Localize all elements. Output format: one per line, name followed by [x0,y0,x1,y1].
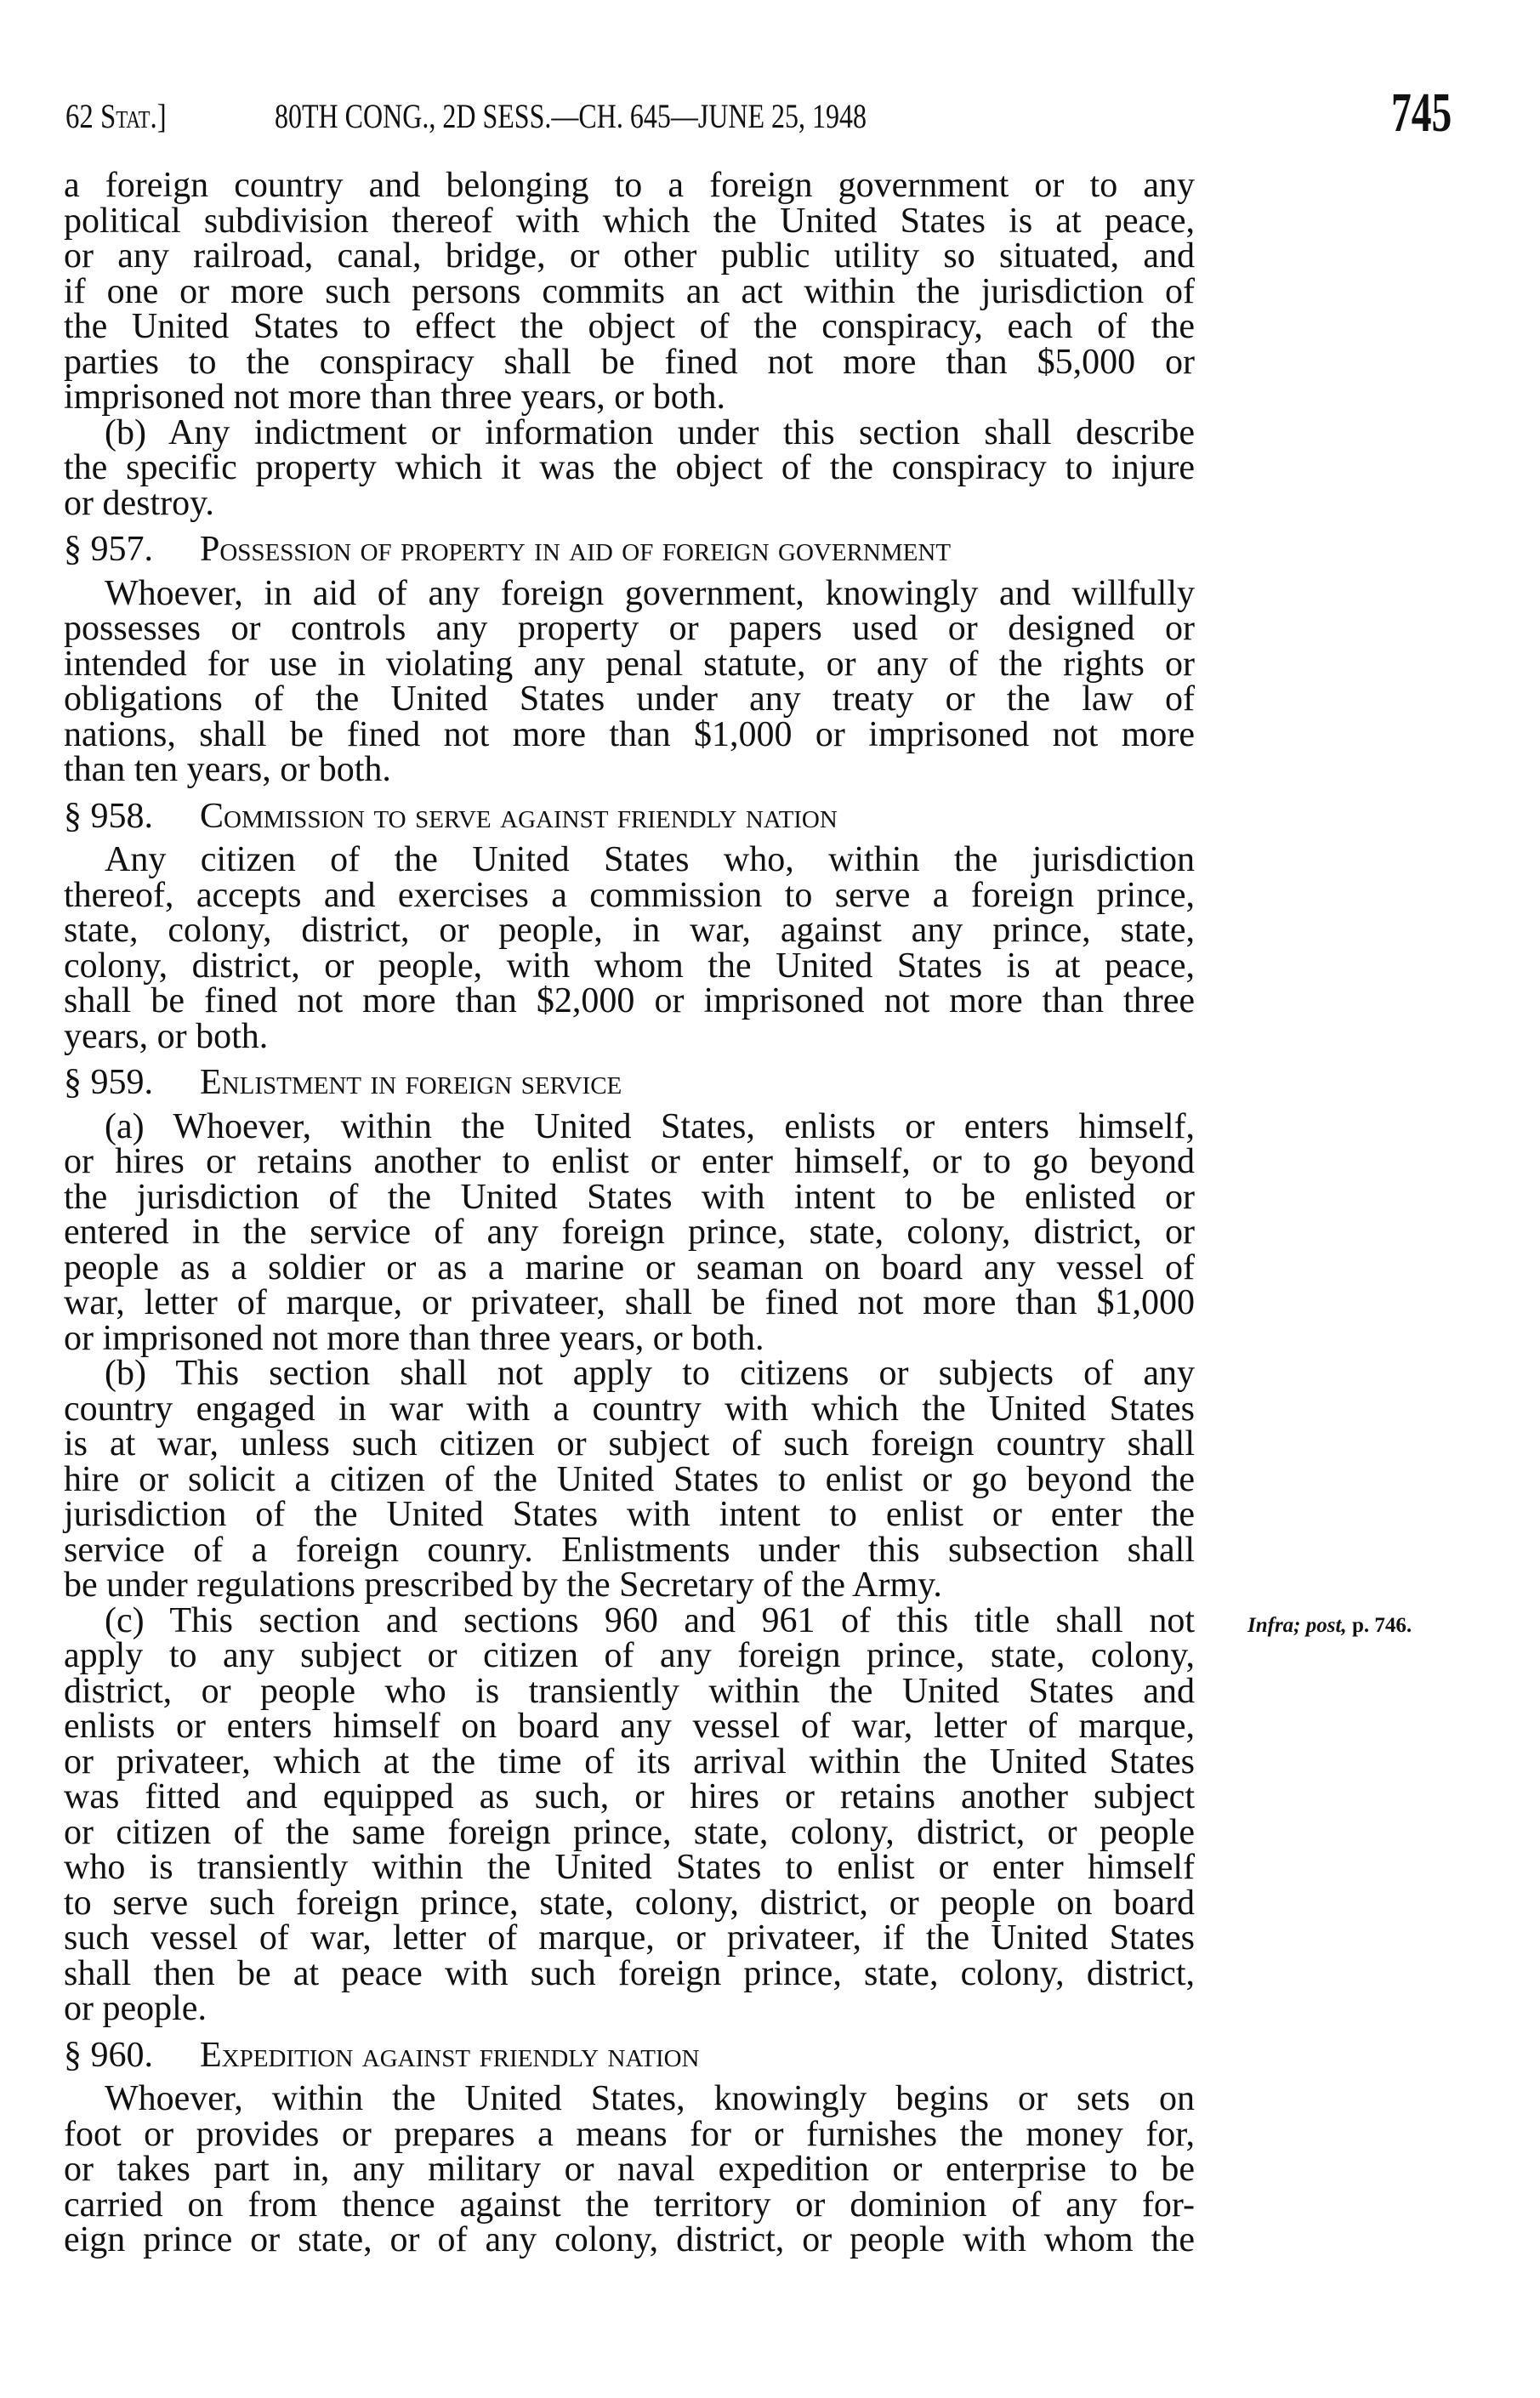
text-line: foot or provides or prepares a means for or furnishes the money for, [64,2114,1195,2154]
paragraph [64,840,1195,1056]
text-line: carried on from thence against the territory or dominion of any for- [64,2185,1195,2225]
text-line: obligations of the United States under any treaty or the law of [64,679,1195,719]
text-line: shall be fined not more than $2,000 or imprisoned not more than three [64,981,1195,1020]
section-title: Expedition against friendly nation [200,2035,700,2075]
text-line: people as a soldier or as a marine or seaman on board any vessel of [64,1247,1195,1287]
text-line: or citizen of the same foreign prince, state, colony, district, or people [64,1812,1195,1852]
text-line: or takes part in, any military or naval expedition or enterprise to be [64,2150,1195,2189]
text-line: the specific property which it was the object of the conspiracy to injure [64,448,1195,487]
text-line: jurisdiction of the United States with intent to enlist or enter the [64,1495,1195,1534]
text-line: who is transiently within the United States to enlist or enter himself [64,1848,1195,1887]
section-number: § 957. [64,530,153,569]
text-line: political subdivision thereof with which the United States is at peace, [64,201,1195,241]
section-heading [64,532,1195,568]
statute-text [64,168,1195,2259]
text-line: colony, district, or people, with whom the United States is at peace, [64,946,1195,986]
text-line: (b) Any indictment or information under this section shall describe [105,412,1195,452]
text-line: entered in the service of any foreign prince, state, colony, district, or [64,1213,1195,1252]
paragraph [64,573,1195,789]
section-number: § 958. [64,796,153,836]
text-line: shall then be at peace with such foreign prince, state, colony, district, [64,1953,1195,1993]
text-line: such vessel of war, letter of marque, or privateer, if the United States [64,1918,1195,1958]
text-line: Whoever, within the United States, knowingly begins or sets on [105,2079,1195,2118]
text-line: a foreign country and belonging to a foreign government or to any [64,166,1195,205]
section-heading [64,1065,1195,1101]
text-line: the jurisdiction of the United States with intent to be enlisted or [64,1177,1195,1217]
text-line: (c) This section and sections 960 and 961 of this title shall not [105,1600,1195,1640]
section-number: § 960. [64,2035,153,2075]
text-line: enlists or enters himself on board any vessel of war, letter of marque, [64,1707,1195,1746]
margin-note-ref: Infra; post, [1247,1614,1347,1637]
text-line: or imprisoned not more than three years, or both. [64,1318,764,1358]
text-line: parties to the conspiracy shall be fined not more than $5,000 or [64,342,1195,382]
section-title: Possession of property in aid of foreign government [200,530,952,569]
text-line: imprisoned not more than three years, or both. [64,378,725,417]
page-number: 745 [1391,82,1452,144]
text-line: eign prince or state, or of any colony, district, or people with whom the [64,2220,1195,2259]
text-line: war, letter of marque, or privateer, shall be fined not more than $1,000 [64,1283,1195,1322]
section-number: § 959. [64,1063,153,1102]
paragraph [64,1356,1195,1604]
section-heading [64,796,1195,836]
text-line: was fitted and equipped as such, or hires or retains another subject [64,1777,1195,1816]
text-line: or destroy. [64,483,214,523]
paragraph [64,1106,1195,1358]
running-head: 80TH CONG., 2D SESS.—CH. 645—JUNE 25, 1948 [275,97,867,135]
paragraph [64,412,1195,523]
margin-note-page: p. 746. [1351,1614,1412,1637]
text-line: service of a foreign counry. Enlistments under this subsection shall [64,1530,1195,1570]
section-heading [64,2035,1195,2075]
volume-label: Stat.] [100,97,167,135]
text-line: Any citizen of the United States who, within the jurisdiction [105,840,1195,879]
paragraph [64,1600,1195,2028]
text-line: (b) This section shall not apply to citizens or subjects of any [105,1354,1195,1393]
text-line: thereof, accepts and exercises a commission to serve a foreign prince, [64,875,1195,915]
section-title: Commission to serve against friendly nation [200,796,838,836]
text-line: possesses or controls any property or papers used or designed or [64,609,1195,648]
text-line: nations, shall be fined not more than $1,000 or imprisoned not more [64,714,1195,754]
running-head-volume [65,99,167,134]
text-line: years, or both. [64,1016,269,1056]
text-line: is at war, unless such citizen or subject of such foreign country shall [64,1424,1195,1463]
text-line: apply to any subject or citizen of any foreign prince, state, colony, [64,1636,1195,1675]
margin-note [1247,1614,1412,1638]
text-line: if one or more such persons commits an act within the jurisdiction of [64,271,1195,311]
section-title: Enlistment in foreign service [200,1063,622,1102]
text-line: Whoever, in aid of any foreign government, knowingly and willfully [105,573,1195,613]
text-line: or any railroad, canal, bridge, or other public utility so situated, and [64,236,1195,276]
text-line: district, or people who is transiently within the United States and [64,1671,1195,1711]
text-line: hire or solicit a citizen of the United States to enlist or go beyond the [64,1459,1195,1499]
text-line: country engaged in war with a country with which the United States [64,1389,1195,1429]
text-line: or people. [64,1989,207,2028]
text-line: than ten years, or both. [64,750,391,789]
paragraph [64,2079,1195,2259]
volume-number: 62 [65,97,94,135]
text-line: or hires or retains another to enlist or enter himself, or to go beyond [64,1142,1195,1181]
text-line: or privateer, which at the time of its arrival within the United States [64,1742,1195,1781]
text-line: to serve such foreign prince, state, colony, district, or people on board [64,1883,1195,1923]
paragraph [64,168,1195,416]
text-line: be under regulations prescribed by the Secretary of the Army. [64,1566,942,1605]
text-line: the United States to effect the object of the conspiracy, each of the [64,307,1195,346]
text-line: state, colony, district, or people, in war, against any prince, state, [64,911,1195,950]
text-line: intended for use in violating any penal statute, or any of the rights or [64,644,1195,684]
text-line: (a) Whoever, within the United States, enlists or enters himself, [105,1106,1195,1146]
